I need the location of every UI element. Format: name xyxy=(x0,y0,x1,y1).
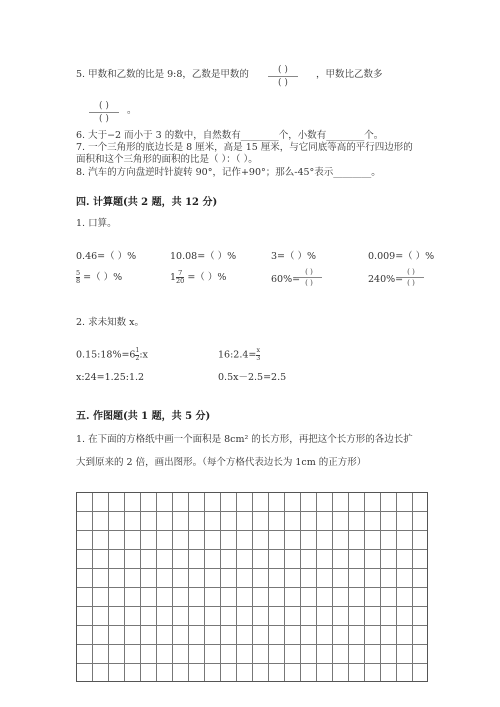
q5-text: 5. 甲数和乙数的比是 9:8，乙数是甲数的 xyxy=(76,69,249,80)
calc-r2-c4-blank: ( ) ( ) xyxy=(398,268,424,287)
calc-r1-c1: 0.46=（ ）% xyxy=(76,251,137,262)
calc-r2-c3-blank: ( ) ( ) xyxy=(296,268,322,287)
fraction: $\frac{5}{8}$ xyxy=(76,269,81,285)
q5-fraction-blank-1: ( ) ( ) xyxy=(268,65,298,88)
q5-text-b: ，甲数比乙数多 xyxy=(316,69,383,80)
fraction: $\frac{x}{3}$ xyxy=(256,347,261,362)
equation-2: 16:2.4= $\frac{x}{3}$ xyxy=(218,347,261,362)
q7-line2: 面积和这个三角形的面积的比是（ ）：（ ）。 xyxy=(76,154,258,165)
calc-r2-c3: 60%= xyxy=(271,274,301,285)
q8-text: 8. 汽车的方向盘逆时针旋转 90°，记作+90°；那么-45°表示________。 xyxy=(76,167,381,178)
graph-paper-grid xyxy=(76,492,428,682)
calc-r2-c2: 1 $\frac{7}{20}$ =（ ）% xyxy=(170,269,227,285)
calc-r1-c3: 3=（ ）% xyxy=(271,251,317,262)
section5-title: 五. 作图题(共 1 题，共 5 分) xyxy=(76,411,211,422)
calc-r2-c4: 240%= xyxy=(368,274,404,285)
calc-r2-c1: $\frac{5}{8}$ =（ ）% xyxy=(76,269,123,285)
fraction: $\frac{7}{20}$ xyxy=(176,269,185,285)
equation-4: 0.5x－2.5=2.5 xyxy=(218,372,287,383)
calc-r1-c2: 10.08=（ ）% xyxy=(170,251,237,262)
calc-r1-c4: 0.009=（ ）% xyxy=(368,251,435,262)
calc-sub2: 2. 求未知数 x。 xyxy=(76,317,144,328)
q5-fraction-blank-2: ( ) ( ) xyxy=(89,101,119,124)
draw-line1: 1. 在下面的方格纸中画一个面积是 8cm² 的长方形，再把这个长方形的各边长扩 xyxy=(76,434,413,445)
q7-line1: 7. 一个三角形的底边长是 8 厘米，高是 15 厘米，与它同底等高的平行四边形的 xyxy=(76,142,413,153)
q5-end: 。 xyxy=(127,105,137,116)
section4-title: 四. 计算题(共 2 题，共 12 分) xyxy=(76,197,218,208)
q6-text: 6. 大于−2 而小于 3 的数中，自然数有________个，小数有________个。 xyxy=(76,130,384,141)
calc-sub1: 1. 口算。 xyxy=(76,218,117,229)
equation-1: 0.15:18%=6 $\frac{1}{2}$ :x xyxy=(76,347,148,362)
draw-line2: 大到原来的 2 倍，画出图形。（每个方格代表边长为 1cm 的正方形） xyxy=(76,457,367,468)
equation-3: x:24=1.25:1.2 xyxy=(76,372,145,383)
fraction: $\frac{1}{2}$ xyxy=(135,347,140,362)
